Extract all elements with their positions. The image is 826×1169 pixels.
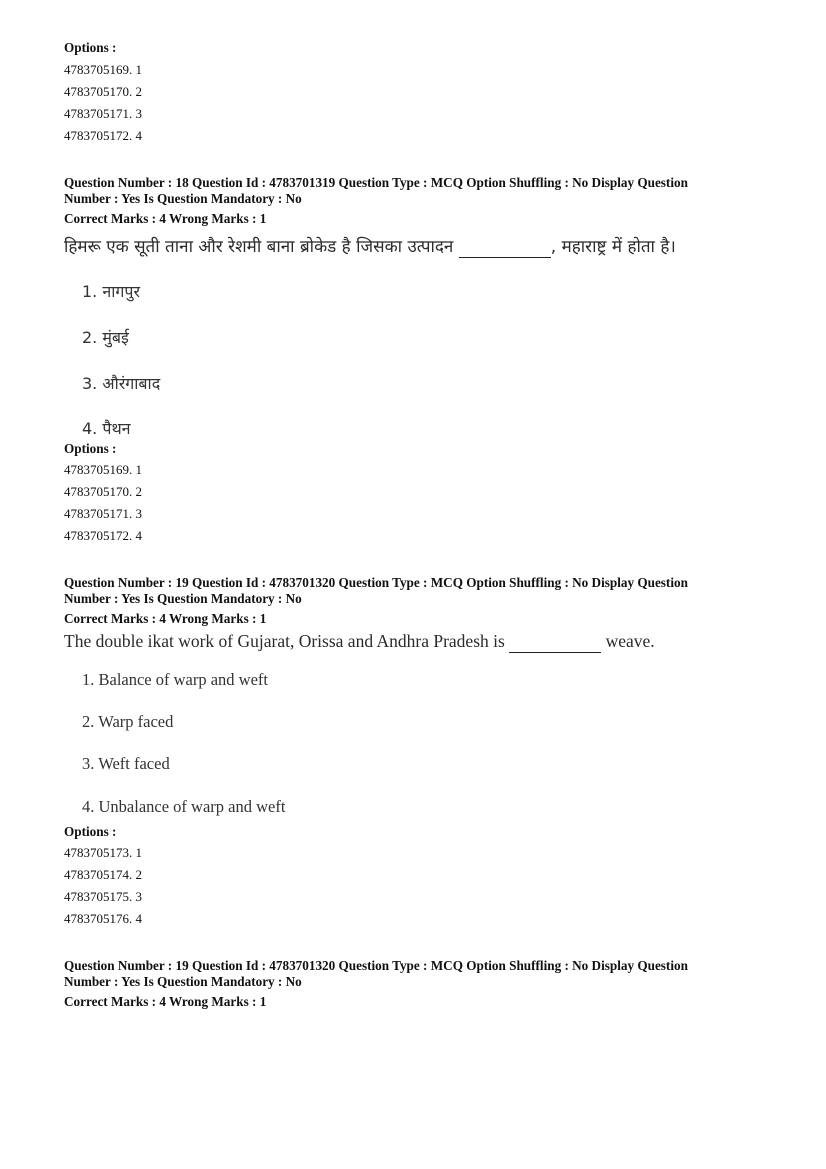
question-marks: Correct Marks : 4 Wrong Marks : 1 [64, 994, 267, 1009]
question-meta-line2: Number : Yes Is Question Mandatory : No [64, 191, 302, 206]
question-text-after: weave. [605, 631, 655, 651]
options-label: Options : [64, 40, 117, 55]
question-marks: Correct Marks : 4 Wrong Marks : 1 [64, 611, 267, 626]
option-item: 4783705171. 3 [64, 506, 142, 521]
option-item: 4783705171. 3 [64, 106, 142, 121]
question-text [64, 631, 655, 653]
question-meta-line1: Question Number : 19 Question Id : 4783701320 Question Type : MCQ Option Shuffling : No Display Question [64, 958, 688, 973]
question-text-after: , महाराष्ट्र में होता है। [550, 237, 676, 257]
question-meta-line2: Number : Yes Is Question Mandatory : No [64, 591, 302, 606]
option-item: 4783705175. 3 [64, 889, 142, 904]
answer-choice: 2. मुंबई [82, 328, 129, 347]
option-item: 4783705169. 1 [64, 462, 142, 477]
answer-choice: 2. Warp faced [82, 712, 174, 731]
answer-choice: 1. नागपुर [82, 282, 141, 301]
question-text [64, 234, 676, 258]
option-item: 4783705169. 1 [64, 62, 142, 77]
option-item: 4783705172. 4 [64, 528, 142, 543]
answer-blank [459, 237, 551, 258]
answer-choice: 4. पैथन [82, 419, 131, 438]
options-label: Options : [64, 441, 117, 456]
question-marks: Correct Marks : 4 Wrong Marks : 1 [64, 211, 267, 226]
question-text-before: The double ikat work of Gujarat, Orissa and Andhra Pradesh is [64, 631, 505, 651]
option-item: 4783705170. 2 [64, 484, 142, 499]
answer-choice: 3. Weft faced [82, 754, 170, 773]
answer-choice: 3. औरंगाबाद [82, 374, 161, 393]
options-label: Options : [64, 824, 117, 839]
option-item: 4783705173. 1 [64, 845, 142, 860]
answer-choice: 4. Unbalance of warp and weft [82, 797, 286, 816]
option-item: 4783705176. 4 [64, 911, 142, 926]
question-meta-line1: Question Number : 18 Question Id : 4783701319 Question Type : MCQ Option Shuffling : No Display Question [64, 175, 688, 190]
option-item: 4783705170. 2 [64, 84, 142, 99]
option-item: 4783705174. 2 [64, 867, 142, 882]
question-meta-line2: Number : Yes Is Question Mandatory : No [64, 974, 302, 989]
question-meta-line1: Question Number : 19 Question Id : 4783701320 Question Type : MCQ Option Shuffling : No Display Question [64, 575, 688, 590]
answer-choice: 1. Balance of warp and weft [82, 670, 269, 689]
answer-blank [509, 631, 601, 653]
question-text-before: हिमरू एक सूती ताना और रेशमी बाना ब्रोकेड है जिसका उत्पादन [64, 237, 454, 257]
option-item: 4783705172. 4 [64, 128, 142, 143]
